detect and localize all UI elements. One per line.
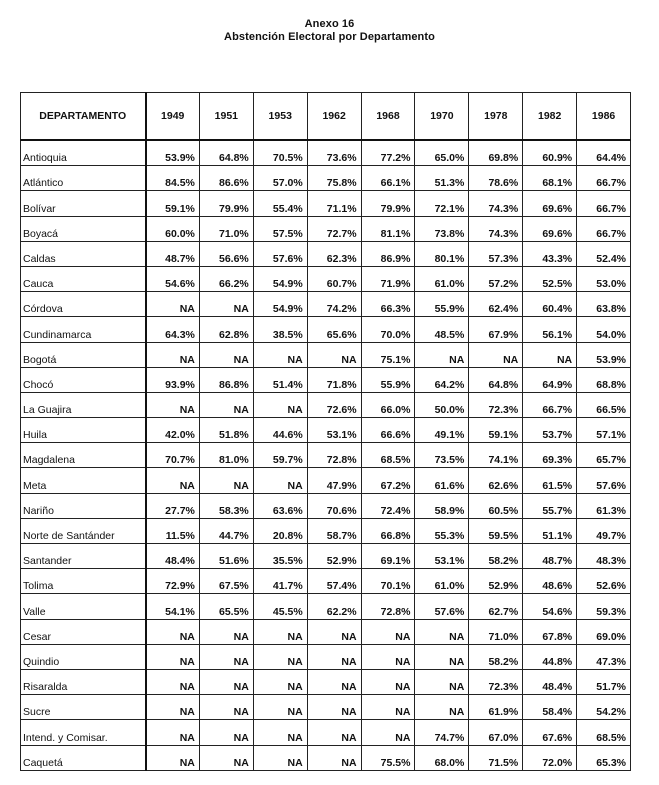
abstention-value-cell: 48.7% bbox=[523, 544, 577, 569]
abstention-value-cell: 44.7% bbox=[199, 518, 253, 543]
abstention-value-cell: 71.0% bbox=[199, 216, 253, 241]
abstention-value-cell: NA bbox=[199, 644, 253, 669]
table-row bbox=[21, 493, 631, 518]
department-name-cell: Bogotá bbox=[21, 342, 146, 367]
abstention-value-cell: 52.6% bbox=[577, 569, 631, 594]
abstention-value-cell: 62.3% bbox=[307, 241, 361, 266]
abstention-value-cell: 66.1% bbox=[361, 166, 415, 191]
annex-label: Anexo 16 bbox=[304, 18, 355, 30]
abstention-value-cell: 74.7% bbox=[415, 720, 469, 745]
abstention-value-cell: 47.9% bbox=[307, 468, 361, 493]
abstention-value-cell: NA bbox=[307, 720, 361, 745]
abstention-value-cell: 58.7% bbox=[307, 518, 361, 543]
abstention-value-cell: 60.0% bbox=[146, 216, 200, 241]
abstention-value-cell: 48.5% bbox=[415, 317, 469, 342]
abstention-value-cell: 55.9% bbox=[361, 367, 415, 392]
abstention-value-cell: NA bbox=[415, 669, 469, 694]
abstention-value-cell: 64.8% bbox=[199, 140, 253, 166]
abstention-value-cell: NA bbox=[253, 619, 307, 644]
table-row bbox=[21, 745, 631, 770]
table-row bbox=[21, 544, 631, 569]
abstention-value-cell: 54.9% bbox=[253, 266, 307, 291]
abstention-value-cell: 58.4% bbox=[523, 695, 577, 720]
abstention-value-cell: NA bbox=[307, 695, 361, 720]
table-row bbox=[21, 216, 631, 241]
abstention-value-cell: 57.0% bbox=[253, 166, 307, 191]
abstention-value-cell: 72.9% bbox=[146, 569, 200, 594]
abstention-value-cell: 58.3% bbox=[199, 493, 253, 518]
abstention-value-cell: 70.0% bbox=[361, 317, 415, 342]
table-row bbox=[21, 518, 631, 543]
abstention-value-cell: 42.0% bbox=[146, 418, 200, 443]
abstention-value-cell: 61.5% bbox=[523, 468, 577, 493]
abstention-value-cell: 62.8% bbox=[199, 317, 253, 342]
abstention-value-cell: 53.9% bbox=[577, 342, 631, 367]
department-name-cell: Boyacá bbox=[21, 216, 146, 241]
abstention-value-cell: 69.6% bbox=[523, 216, 577, 241]
abstention-value-cell: 65.3% bbox=[577, 745, 631, 770]
table-row bbox=[21, 342, 631, 367]
department-name-cell: Cauca bbox=[21, 266, 146, 291]
abstention-value-cell: 68.5% bbox=[577, 720, 631, 745]
abstention-value-cell: 60.9% bbox=[523, 140, 577, 166]
abstention-value-cell: NA bbox=[146, 619, 200, 644]
abstention-value-cell: 68.5% bbox=[361, 443, 415, 468]
abstention-value-cell: 54.6% bbox=[146, 266, 200, 291]
abstention-value-cell: 86.6% bbox=[199, 166, 253, 191]
abstention-value-cell: 54.2% bbox=[577, 695, 631, 720]
abstention-value-cell: 78.6% bbox=[469, 166, 523, 191]
abstention-value-cell: 53.7% bbox=[523, 418, 577, 443]
table-row bbox=[21, 191, 631, 216]
table-row bbox=[21, 468, 631, 493]
abstention-value-cell: 35.5% bbox=[253, 544, 307, 569]
abstention-value-cell: 70.6% bbox=[307, 493, 361, 518]
abstention-value-cell: 20.8% bbox=[253, 518, 307, 543]
abstention-value-cell: 64.3% bbox=[146, 317, 200, 342]
abstention-value-cell: NA bbox=[146, 342, 200, 367]
abstention-value-cell: 62.4% bbox=[469, 292, 523, 317]
abstention-value-cell: NA bbox=[199, 292, 253, 317]
abstention-value-cell: 61.0% bbox=[415, 266, 469, 291]
abstention-value-cell: 75.5% bbox=[361, 745, 415, 770]
abstention-value-cell: 66.7% bbox=[577, 166, 631, 191]
abstention-value-cell: 57.6% bbox=[415, 594, 469, 619]
abstention-value-cell: 53.1% bbox=[415, 544, 469, 569]
abstention-value-cell: NA bbox=[253, 644, 307, 669]
abstention-value-cell: 51.6% bbox=[199, 544, 253, 569]
abstention-value-cell: NA bbox=[253, 669, 307, 694]
abstention-value-cell: 59.1% bbox=[146, 191, 200, 216]
abstention-value-cell: 69.6% bbox=[523, 191, 577, 216]
abstention-value-cell: 66.3% bbox=[361, 292, 415, 317]
abstention-value-cell: 80.1% bbox=[415, 241, 469, 266]
abstention-value-cell: 72.0% bbox=[523, 745, 577, 770]
abstention-value-cell: 49.7% bbox=[577, 518, 631, 543]
abstention-value-cell: 62.6% bbox=[469, 468, 523, 493]
column-header-year: 1968 bbox=[361, 93, 415, 141]
abstention-value-cell: 56.1% bbox=[523, 317, 577, 342]
abstention-value-cell: NA bbox=[361, 619, 415, 644]
abstention-value-cell: 72.8% bbox=[307, 443, 361, 468]
abstention-value-cell: 73.5% bbox=[415, 443, 469, 468]
abstention-value-cell: NA bbox=[199, 619, 253, 644]
department-name-cell: Quindio bbox=[21, 644, 146, 669]
table-row bbox=[21, 443, 631, 468]
abstention-value-cell: 86.9% bbox=[361, 241, 415, 266]
table-row bbox=[21, 569, 631, 594]
abstention-value-cell: 75.1% bbox=[361, 342, 415, 367]
abstention-value-cell: NA bbox=[415, 342, 469, 367]
abstention-value-cell: NA bbox=[146, 695, 200, 720]
abstention-value-cell: 81.1% bbox=[361, 216, 415, 241]
abstention-value-cell: NA bbox=[199, 669, 253, 694]
abstention-value-cell: 55.4% bbox=[253, 191, 307, 216]
abstention-value-cell: 61.6% bbox=[415, 468, 469, 493]
table-row bbox=[21, 669, 631, 694]
abstention-value-cell: 75.8% bbox=[307, 166, 361, 191]
abstention-value-cell: NA bbox=[523, 342, 577, 367]
abstention-value-cell: 72.4% bbox=[361, 493, 415, 518]
abstention-value-cell: 66.7% bbox=[523, 392, 577, 417]
department-name-cell: Caquetá bbox=[21, 745, 146, 770]
abstention-value-cell: 55.9% bbox=[415, 292, 469, 317]
abstention-value-cell: 74.2% bbox=[307, 292, 361, 317]
abstention-value-cell: NA bbox=[361, 669, 415, 694]
table-body bbox=[21, 140, 631, 770]
abstention-value-cell: 47.3% bbox=[577, 644, 631, 669]
abstention-value-cell: 79.9% bbox=[361, 191, 415, 216]
abstention-value-cell: NA bbox=[199, 342, 253, 367]
abstention-value-cell: 52.9% bbox=[307, 544, 361, 569]
abstention-value-cell: NA bbox=[253, 720, 307, 745]
abstention-value-cell: 64.8% bbox=[469, 367, 523, 392]
abstention-value-cell: 63.6% bbox=[253, 493, 307, 518]
abstention-value-cell: 56.6% bbox=[199, 241, 253, 266]
abstention-value-cell: NA bbox=[253, 695, 307, 720]
abstention-value-cell: 50.0% bbox=[415, 392, 469, 417]
department-name-cell: Cundinamarca bbox=[21, 317, 146, 342]
abstention-value-cell: 69.1% bbox=[361, 544, 415, 569]
abstention-value-cell: 51.1% bbox=[523, 518, 577, 543]
abstention-value-cell: 58.2% bbox=[469, 644, 523, 669]
abstention-value-cell: 44.6% bbox=[253, 418, 307, 443]
abstention-value-cell: 65.5% bbox=[199, 594, 253, 619]
column-header-year: 1978 bbox=[469, 93, 523, 141]
header-row bbox=[21, 93, 631, 141]
abstention-value-cell: 48.6% bbox=[523, 569, 577, 594]
abstention-value-cell: 53.0% bbox=[577, 266, 631, 291]
abstention-value-cell: 57.2% bbox=[469, 266, 523, 291]
department-name-cell: Córdova bbox=[21, 292, 146, 317]
abstention-value-cell: 59.1% bbox=[469, 418, 523, 443]
abstention-value-cell: 71.8% bbox=[307, 367, 361, 392]
table-row bbox=[21, 292, 631, 317]
abstention-value-cell: NA bbox=[199, 745, 253, 770]
abstention-value-cell: NA bbox=[199, 468, 253, 493]
abstention-value-cell: 66.7% bbox=[577, 216, 631, 241]
abstention-value-cell: 57.1% bbox=[577, 418, 631, 443]
abstention-value-cell: 81.0% bbox=[199, 443, 253, 468]
table-row bbox=[21, 594, 631, 619]
document-title: Abstención Electoral por Departamento bbox=[224, 31, 435, 43]
abstention-value-cell: 65.0% bbox=[415, 140, 469, 166]
abstention-value-cell: 61.0% bbox=[415, 569, 469, 594]
abstention-value-cell: 69.3% bbox=[523, 443, 577, 468]
department-name-cell: Magdalena bbox=[21, 443, 146, 468]
abstention-value-cell: 67.5% bbox=[199, 569, 253, 594]
table-row bbox=[21, 241, 631, 266]
document-title-block bbox=[0, 18, 659, 44]
table-row bbox=[21, 166, 631, 191]
abstention-value-cell: 68.8% bbox=[577, 367, 631, 392]
abstention-value-cell: 67.2% bbox=[361, 468, 415, 493]
abstention-value-cell: 49.1% bbox=[415, 418, 469, 443]
abstention-value-cell: 51.4% bbox=[253, 367, 307, 392]
abstention-value-cell: 53.1% bbox=[307, 418, 361, 443]
abstention-value-cell: NA bbox=[469, 342, 523, 367]
abstention-value-cell: NA bbox=[307, 669, 361, 694]
abstention-value-cell: 38.5% bbox=[253, 317, 307, 342]
abstention-value-cell: 66.6% bbox=[361, 418, 415, 443]
table-row bbox=[21, 367, 631, 392]
abstention-value-cell: NA bbox=[253, 342, 307, 367]
abstention-value-cell: 61.9% bbox=[469, 695, 523, 720]
abstention-value-cell: 72.3% bbox=[469, 669, 523, 694]
abstention-value-cell: 57.6% bbox=[577, 468, 631, 493]
abstention-value-cell: 54.1% bbox=[146, 594, 200, 619]
table-row bbox=[21, 418, 631, 443]
abstention-value-cell: 71.1% bbox=[307, 191, 361, 216]
abstention-value-cell: 51.8% bbox=[199, 418, 253, 443]
abstention-value-cell: NA bbox=[361, 720, 415, 745]
abstention-value-cell: 48.4% bbox=[146, 544, 200, 569]
abstention-value-cell: 93.9% bbox=[146, 367, 200, 392]
abstention-value-cell: NA bbox=[415, 695, 469, 720]
abstention-value-cell: 53.9% bbox=[146, 140, 200, 166]
abstention-value-cell: 59.7% bbox=[253, 443, 307, 468]
abstention-value-cell: 59.3% bbox=[577, 594, 631, 619]
abstention-value-cell: NA bbox=[415, 644, 469, 669]
abstention-value-cell: 72.3% bbox=[469, 392, 523, 417]
abstention-value-cell: 70.5% bbox=[253, 140, 307, 166]
abstention-value-cell: NA bbox=[361, 695, 415, 720]
department-name-cell: Intend. y Comisar. bbox=[21, 720, 146, 745]
abstention-value-cell: 72.8% bbox=[361, 594, 415, 619]
abstention-value-cell: 60.7% bbox=[307, 266, 361, 291]
column-header-year: 1970 bbox=[415, 93, 469, 141]
abstention-value-cell: 54.0% bbox=[577, 317, 631, 342]
abstention-value-cell: NA bbox=[146, 468, 200, 493]
abstention-value-cell: 58.9% bbox=[415, 493, 469, 518]
abstention-value-cell: 57.3% bbox=[469, 241, 523, 266]
abstention-value-cell: 64.2% bbox=[415, 367, 469, 392]
abstention-value-cell: 64.4% bbox=[577, 140, 631, 166]
department-name-cell: La Guajira bbox=[21, 392, 146, 417]
abstention-value-cell: NA bbox=[199, 392, 253, 417]
abstention-value-cell: 67.0% bbox=[469, 720, 523, 745]
abstention-value-cell: 67.9% bbox=[469, 317, 523, 342]
department-name-cell: Nariño bbox=[21, 493, 146, 518]
abstention-value-cell: 58.2% bbox=[469, 544, 523, 569]
abstention-value-cell: NA bbox=[253, 392, 307, 417]
abstention-value-cell: 66.5% bbox=[577, 392, 631, 417]
table-row bbox=[21, 720, 631, 745]
abstention-value-cell: 74.3% bbox=[469, 191, 523, 216]
abstention-value-cell: 52.4% bbox=[577, 241, 631, 266]
department-name-cell: Santander bbox=[21, 544, 146, 569]
column-header-year: 1986 bbox=[577, 93, 631, 141]
table-row bbox=[21, 619, 631, 644]
abstention-value-cell: 68.1% bbox=[523, 166, 577, 191]
department-name-cell: Antioquia bbox=[21, 140, 146, 166]
abstention-value-cell: NA bbox=[307, 745, 361, 770]
abstention-value-cell: NA bbox=[361, 644, 415, 669]
abstention-value-cell: 57.6% bbox=[253, 241, 307, 266]
abstention-value-cell: 54.9% bbox=[253, 292, 307, 317]
abstention-value-cell: 11.5% bbox=[146, 518, 200, 543]
abstention-value-cell: 27.7% bbox=[146, 493, 200, 518]
abstention-value-cell: 70.7% bbox=[146, 443, 200, 468]
column-header-year: 1951 bbox=[199, 93, 253, 141]
department-name-cell: Sucre bbox=[21, 695, 146, 720]
abstention-value-cell: 48.4% bbox=[523, 669, 577, 694]
table-row bbox=[21, 140, 631, 166]
department-name-cell: Bolívar bbox=[21, 191, 146, 216]
abstention-value-cell: 65.7% bbox=[577, 443, 631, 468]
abstention-value-cell: 70.1% bbox=[361, 569, 415, 594]
abstention-value-cell: NA bbox=[307, 644, 361, 669]
abstention-value-cell: 61.3% bbox=[577, 493, 631, 518]
abstention-value-cell: 44.8% bbox=[523, 644, 577, 669]
abstention-value-cell: 51.7% bbox=[577, 669, 631, 694]
abstention-value-cell: NA bbox=[146, 644, 200, 669]
abstention-value-cell: 77.2% bbox=[361, 140, 415, 166]
table-row bbox=[21, 266, 631, 291]
abstention-value-cell: 86.8% bbox=[199, 367, 253, 392]
abstention-value-cell: NA bbox=[415, 619, 469, 644]
department-name-cell: Tolima bbox=[21, 569, 146, 594]
column-header-year: 1949 bbox=[146, 93, 200, 141]
abstention-value-cell: 71.5% bbox=[469, 745, 523, 770]
column-header-year: 1953 bbox=[253, 93, 307, 141]
table-row bbox=[21, 695, 631, 720]
abstention-value-cell: 57.4% bbox=[307, 569, 361, 594]
department-name-cell: Caldas bbox=[21, 241, 146, 266]
abstention-value-cell: NA bbox=[199, 695, 253, 720]
abstention-value-cell: 45.5% bbox=[253, 594, 307, 619]
abstention-value-cell: NA bbox=[307, 342, 361, 367]
abstention-value-cell: 72.6% bbox=[307, 392, 361, 417]
abstention-value-cell: 43.3% bbox=[523, 241, 577, 266]
abstention-value-cell: NA bbox=[307, 619, 361, 644]
abstention-value-cell: 60.4% bbox=[523, 292, 577, 317]
abstention-value-cell: 52.5% bbox=[523, 266, 577, 291]
abstention-value-cell: 72.1% bbox=[415, 191, 469, 216]
abstention-value-cell: NA bbox=[146, 720, 200, 745]
abstention-value-cell: 57.5% bbox=[253, 216, 307, 241]
abstention-value-cell: 41.7% bbox=[253, 569, 307, 594]
abstention-value-cell: 71.0% bbox=[469, 619, 523, 644]
abstention-value-cell: 67.6% bbox=[523, 720, 577, 745]
column-header-year: 1962 bbox=[307, 93, 361, 141]
abstention-value-cell: 48.7% bbox=[146, 241, 200, 266]
abstention-value-cell: NA bbox=[146, 669, 200, 694]
abstention-value-cell: 73.6% bbox=[307, 140, 361, 166]
abstention-value-cell: 66.2% bbox=[199, 266, 253, 291]
department-name-cell: Norte de Santánder bbox=[21, 518, 146, 543]
abstention-value-cell: 63.8% bbox=[577, 292, 631, 317]
abstention-value-cell: 79.9% bbox=[199, 191, 253, 216]
abstention-value-cell: 67.8% bbox=[523, 619, 577, 644]
department-name-cell: Huila bbox=[21, 418, 146, 443]
abstention-value-cell: 65.6% bbox=[307, 317, 361, 342]
abstention-value-cell: 66.0% bbox=[361, 392, 415, 417]
column-header-departamento: DEPARTAMENTO bbox=[21, 93, 146, 141]
abstention-value-cell: NA bbox=[146, 745, 200, 770]
abstention-value-cell: 62.2% bbox=[307, 594, 361, 619]
department-name-cell: Chocó bbox=[21, 367, 146, 392]
abstention-value-cell: 59.5% bbox=[469, 518, 523, 543]
abstention-value-cell: 64.9% bbox=[523, 367, 577, 392]
department-name-cell: Valle bbox=[21, 594, 146, 619]
abstention-value-cell: 54.6% bbox=[523, 594, 577, 619]
abstention-value-cell: NA bbox=[199, 720, 253, 745]
abstention-table bbox=[20, 92, 631, 771]
department-name-cell: Meta bbox=[21, 468, 146, 493]
abstention-value-cell: 66.7% bbox=[577, 191, 631, 216]
abstention-value-cell: 71.9% bbox=[361, 266, 415, 291]
abstention-value-cell: NA bbox=[146, 392, 200, 417]
abstention-value-cell: 60.5% bbox=[469, 493, 523, 518]
abstention-value-cell: 68.0% bbox=[415, 745, 469, 770]
abstention-value-cell: NA bbox=[253, 745, 307, 770]
table-row bbox=[21, 317, 631, 342]
abstention-value-cell: 52.9% bbox=[469, 569, 523, 594]
abstention-value-cell: 55.3% bbox=[415, 518, 469, 543]
abstention-value-cell: 73.8% bbox=[415, 216, 469, 241]
table-row bbox=[21, 392, 631, 417]
abstention-value-cell: 51.3% bbox=[415, 166, 469, 191]
table-row bbox=[21, 644, 631, 669]
abstention-value-cell: 84.5% bbox=[146, 166, 200, 191]
abstention-value-cell: 69.8% bbox=[469, 140, 523, 166]
abstention-value-cell: 48.3% bbox=[577, 544, 631, 569]
column-header-year: 1982 bbox=[523, 93, 577, 141]
abstention-value-cell: NA bbox=[146, 292, 200, 317]
department-name-cell: Atlántico bbox=[21, 166, 146, 191]
abstention-value-cell: 55.7% bbox=[523, 493, 577, 518]
abstention-value-cell: 74.1% bbox=[469, 443, 523, 468]
abstention-value-cell: 62.7% bbox=[469, 594, 523, 619]
abstention-value-cell: 72.7% bbox=[307, 216, 361, 241]
abstention-value-cell: 66.8% bbox=[361, 518, 415, 543]
abstention-value-cell: NA bbox=[253, 468, 307, 493]
abstention-value-cell: 69.0% bbox=[577, 619, 631, 644]
department-name-cell: Cesar bbox=[21, 619, 146, 644]
abstention-value-cell: 74.3% bbox=[469, 216, 523, 241]
department-name-cell: Risaralda bbox=[21, 669, 146, 694]
